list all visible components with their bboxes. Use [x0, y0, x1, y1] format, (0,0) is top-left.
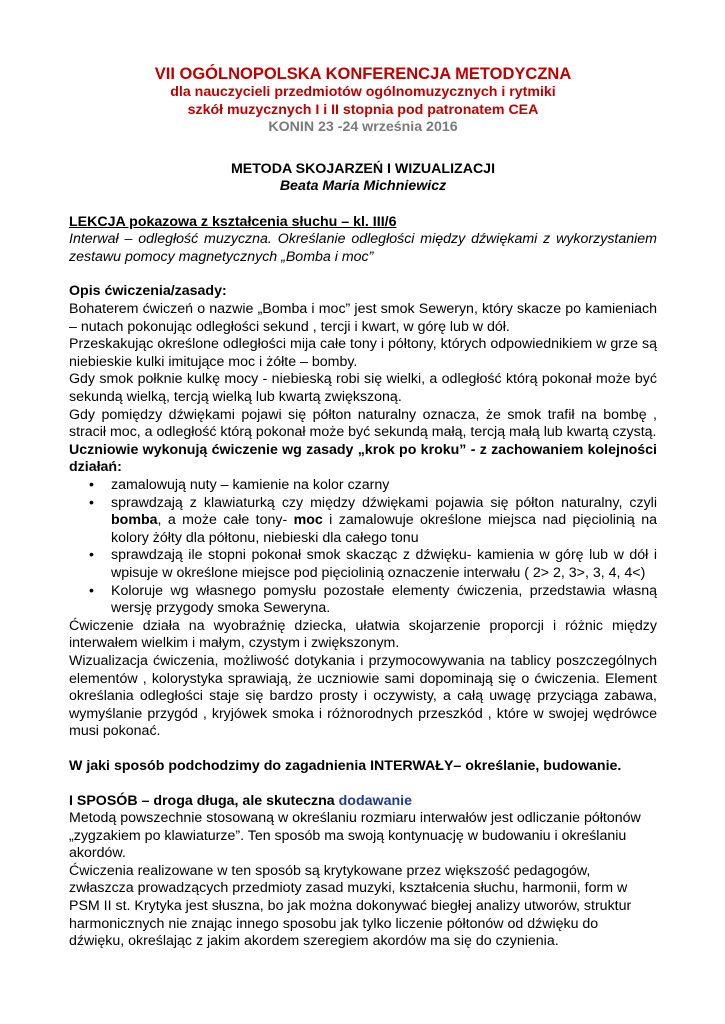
paragraph: Gdy smok połknie kulkę mocy - niebieską robi się wielki, a odległość którą pokonał może być sekundą wielką, tercją wielką lub kwartą zwiększoną. [69, 371, 657, 406]
method-one-heading: I SPOSÓB – droga długa, ale skuteczna dodawanie [69, 792, 412, 809]
list-item: • sprawdzają ile stopni pokonał smok skacząc z dźwięku- kamienia w górę lub w dół i wpisuje w określone miejsce pod pięciolinią oznaczenie interwału ( 2> 2, 3>, 3, 4, 4<) [111, 547, 657, 582]
paragraph: Bohaterem ćwiczeń o nazwie „Bomba i moc” jest smok Seweryn, który skacze po kamieniach – nutach pokonując odległości sekund , tercji i kwart, w górę lub w dół. [69, 301, 657, 335]
paragraph: Wizualizacja ćwiczenia, możliwość dotykania i przymocowywania na tablicy poszczególnych elementów , kolorystyka sprawiają, że uczniowie sami dopominają się o ćwiczenia. Element określania odległości staje się bardzo prosty i oczywisty, a całą uwagę przyciąga zabawa, wymyślanie przygód , kryjówek smoka i różnorodnych przeszkód , które w swojej wędrówce musi pokonać. [69, 652, 657, 740]
paragraph: Ćwiczenie działa na wyobraźnię dziecka, ułatwia skojarzenie proporcji i różnic między interwałem wielkim i małym, czystym i zwiększonym. [69, 617, 657, 652]
list-item: • sprawdzają z klawiaturką czy między dźwiękami pojawia się półton naturalny, czyli bomba, a może całe tony- moc i zamalowuje określone miejsca nad pięciolinią na kolory żółty dla półtonu, niebieski dla całego tonu [111, 495, 657, 548]
lesson-title: LEKCJA pokazowa z kształcenia słuchu – kl. III/6 [69, 213, 397, 230]
topic-title: METODA SKOJARZEŃ I WIZUALIZACJI [230, 160, 496, 177]
paragraph: Metodą powszechnie stosowaną w określaniu rozmiaru interwałów jest odliczanie półtonów „zygzakiem po klawiaturze”. Ten sposób ma swoją kontynuację w budowaniu i określaniu akordów. [69, 810, 641, 862]
conference-date: KONIN 23 -24 września 2016 [268, 119, 458, 135]
list-item: • Koloruje wg własnego pomysłu pozostałe elementy ćwiczenia, przedstawia własną wersję przygody smoka Seweryna. [111, 583, 657, 618]
topic-author: Beata Maria Michniewicz [279, 178, 447, 195]
paragraph: Przeskakując określone odległości mija całe tony i półtony, których odpowiednikiem w grze są niebieskie kulki imitujące moc i żółte – bomby. [69, 336, 657, 370]
conference-header [69, 64, 657, 137]
method-one-accent: dodawanie [338, 792, 412, 809]
conference-subtitle: dla nauczycieli przedmiotów ogólnomuzycznych i rytmiki [170, 84, 556, 100]
exercise-description [69, 283, 657, 740]
conference-title: VII OGÓLNOPOLSKA KONFERENCJA METODYCZNA [154, 65, 572, 83]
lesson-description: Interwał – odległość muzyczna. Określanie odległości między dźwiękami z wykorzystaniem zestawu pomocy magnetycznych „Bomba i moc” [69, 231, 657, 265]
question-heading: W jaki sposób podchodzimy do zagadnienia INTERWAŁY– określanie, budowanie. [69, 757, 622, 774]
steps-list [69, 477, 657, 618]
paragraph: Ćwiczenia realizowane w ten sposób są krytykowane przez większość pedagogów, zwłaszcza prowadzących przedmioty zasad muzyki, kształcenia słuchu, harmonii, form w PSM II st. Krytyka jest słuszna, bo jak można dokonywać biegłej analizy utworów, struktur harmonicznych nie znając innego sposobu jak tylko liczenie półtonów od dźwięku do dźwięku, określając z jakim akordem szeregiem akordów ma się do czynienia. [69, 862, 632, 950]
list-item: • zamalowują nuty – kamienie na kolor czarny [111, 477, 657, 495]
paragraph: Gdy pomiędzy dźwiękami pojawi się półton naturalny oznacza, że smok trafił na bombę , stracił moc, a odległość którą pokonał może być sekundą małą, tercją małą lub kwartą czystą. [69, 406, 657, 441]
method-one-block [69, 793, 657, 951]
exercise-heading: Opis ćwiczenia/zasady: [69, 283, 227, 300]
steps-heading: Uczniowie wykonują ćwiczenie wg zasady „krok po kroku” - z zachowaniem kolejności działań: [69, 441, 657, 476]
lesson-block [69, 214, 657, 267]
document-page [69, 64, 657, 951]
topic-block [69, 161, 657, 196]
conference-patronage: szkół muzycznych I i II stopnia pod patronatem CEA [187, 101, 539, 118]
